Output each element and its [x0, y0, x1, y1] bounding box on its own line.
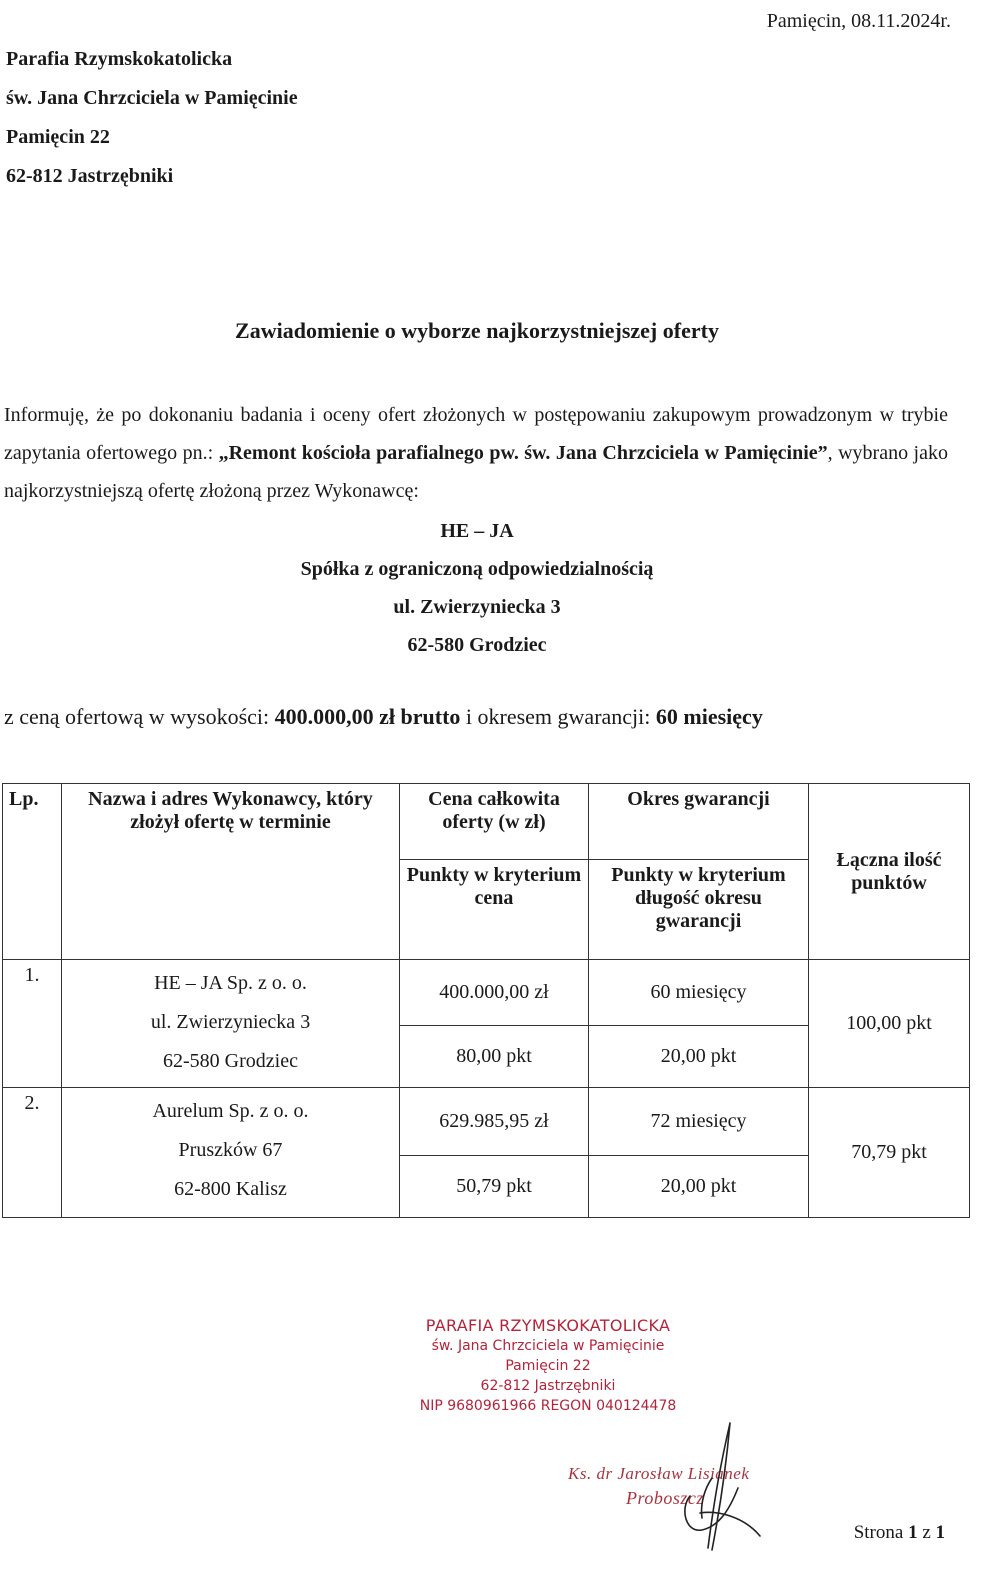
document-title: Zawiadomienie o wyborze najkorzystniejszej oferty [235, 318, 719, 343]
row-warranty: 72 miesięcy [589, 1088, 809, 1156]
row-warranty-points: 20,00 pkt [589, 1026, 809, 1088]
row-contractor [62, 960, 400, 1088]
intro-text-end: , wybrano jako najkorzystniejszą ofertę złożoną przez Wykonawcę: [4, 442, 948, 502]
winner-block [0, 512, 954, 664]
row-contractor [62, 1088, 400, 1218]
contractor-name: Aurelum Sp. z o. o. [152, 1100, 309, 1122]
table-row [3, 1088, 970, 1156]
row-warranty: 60 miesięcy [589, 960, 809, 1026]
page-sep: z [922, 1522, 931, 1543]
contractor-city: 62-800 Kalisz [174, 1178, 287, 1200]
stamp-line: NIP 9680961966 REGON 040124478 [419, 1398, 677, 1414]
row-warranty-points: 20,00 pkt [589, 1156, 809, 1218]
row-price: 400.000,00 zł [400, 960, 589, 1026]
page-current: 1 [908, 1522, 918, 1543]
contractor-street: ul. Zwierzyniecka 3 [150, 1011, 311, 1033]
sender-address [6, 40, 298, 196]
header-warranty: Okres gwarancji [589, 784, 809, 860]
row-price: 629.985,95 zł [400, 1088, 589, 1156]
header-price: Cena całkowita oferty (w zł) [400, 784, 589, 860]
row-price-points: 50,79 pkt [400, 1156, 589, 1218]
handwritten-signature [660, 1418, 770, 1558]
header-lp: Lp. [3, 784, 62, 960]
intro-text: Informuję, że po dokonaniu badania i oceny ofert złożonych w postępowaniu zakupowym prowadzonym w trybie zapytania ofertowego pn.: [4, 404, 948, 464]
offers-table [2, 783, 970, 1218]
intro-paragraph [4, 396, 948, 510]
row-total: 70,79 pkt [809, 1088, 970, 1218]
sender-line: św. Jana Chrzciciela w Pamięcinie [6, 87, 298, 109]
header-price-points: Punkty w kryterium cena [400, 860, 589, 960]
warranty-value: 60 miesięcy [655, 704, 763, 729]
page-label: Strona [853, 1522, 904, 1543]
sender-line: Pamięcin 22 [6, 126, 110, 148]
stamp-line: Pamięcin 22 [505, 1358, 591, 1374]
sender-line: 62-812 Jastrzębniki [6, 165, 174, 187]
page-number [854, 1522, 945, 1544]
row-price-points: 80,00 pkt [400, 1026, 589, 1088]
price-amount: 400.000,00 zł brutto [274, 704, 461, 729]
winner-street: ul. Zwierzyniecka 3 [393, 596, 561, 618]
row-total: 100,00 pkt [809, 960, 970, 1088]
winner-name: HE – JA [440, 520, 514, 542]
winner-city: 62-580 Grodziec [407, 634, 547, 656]
contractor-name: HE – JA Sp. z o. o. [154, 972, 307, 994]
parish-stamp [380, 1316, 716, 1416]
signature-stamp-name: Ks. dr Jarosław Lisianek [568, 1464, 750, 1483]
header-name: Nazwa i adres Wykonawcy, który złożył ofertę w terminie [62, 784, 400, 960]
header-warranty-points: Punkty w kryterium długość okresu gwarancji [589, 860, 809, 960]
header-total: Łączna ilość punktów [809, 784, 970, 960]
winner-legal-form: Spółka z ograniczoną odpowiedzialnością [300, 558, 654, 580]
row-lp: 1. [3, 960, 62, 1088]
row-lp: 2. [3, 1088, 62, 1218]
stamp-line: św. Jana Chrzciciela w Pamięcinie [431, 1338, 665, 1354]
page-total: 1 [935, 1522, 945, 1543]
stamp-line: PARAFIA RZYMSKOKATOLICKA [425, 1316, 671, 1335]
contractor-city: 62-580 Grodziec [163, 1050, 298, 1072]
signature-stamp-role: Proboszcz [626, 1488, 704, 1508]
document-date: Pamięcin, 08.11.2024r. [766, 10, 951, 32]
price-label: z ceną ofertową w wysokości: [4, 704, 275, 729]
sender-line: Parafia Rzymskokatolicka [6, 48, 233, 70]
table-header-row [3, 784, 970, 860]
stamp-line: 62-812 Jastrzębniki [480, 1378, 616, 1394]
contractor-street: Pruszków 67 [178, 1139, 283, 1161]
project-name: „Remont kościoła parafialnego pw. św. Jana Chrzciciela w Pamięcinie” [218, 442, 828, 464]
warranty-label: i okresem gwarancji: [460, 704, 656, 729]
price-line [4, 704, 763, 730]
table-row [3, 960, 970, 1026]
